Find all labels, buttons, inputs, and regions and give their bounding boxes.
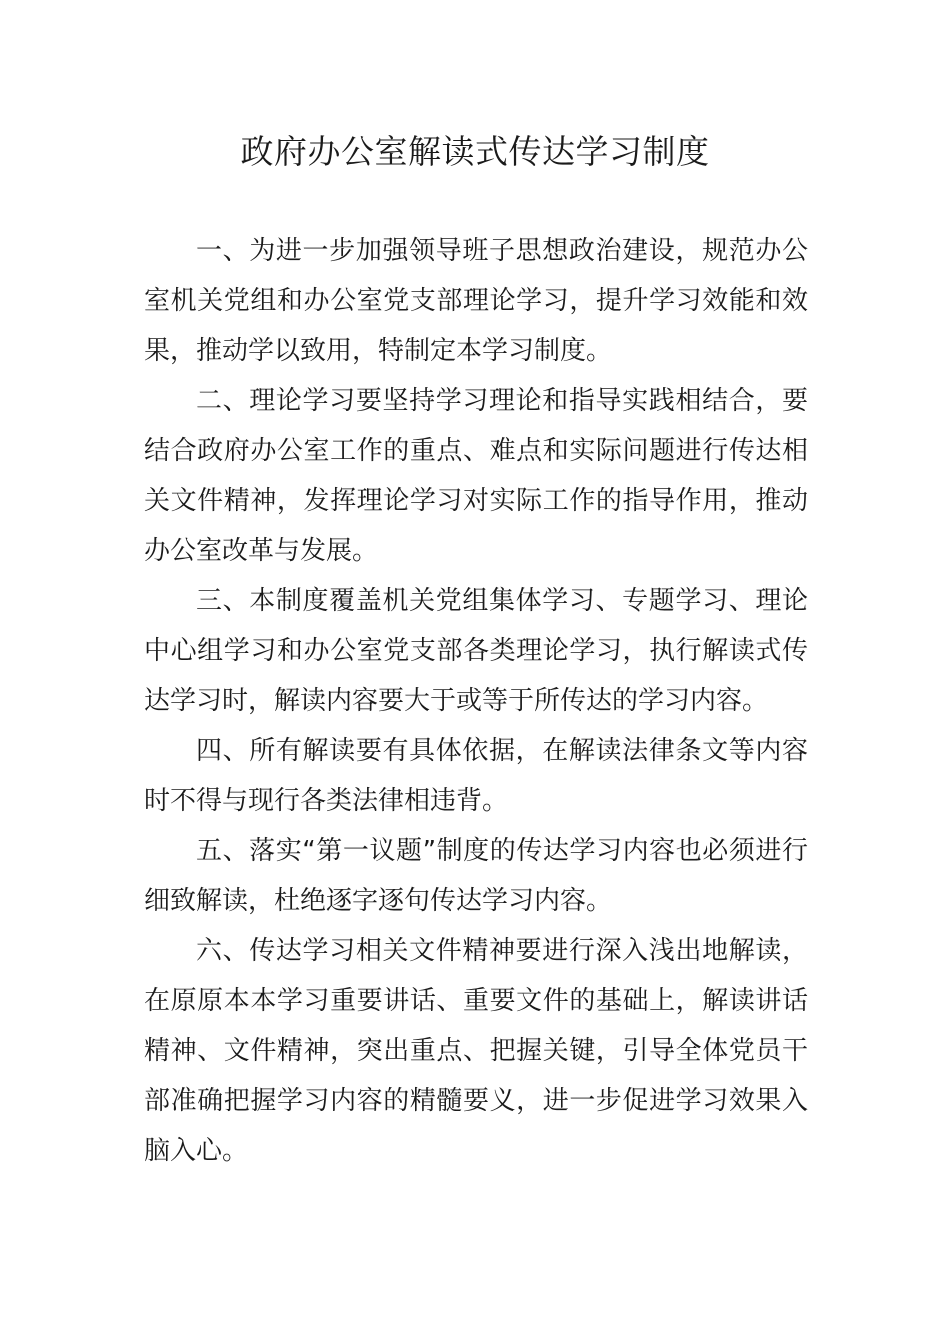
paragraph-5: 五、落实“第一议题”制度的传达学习内容也必须进行细致解读，杜绝逐字逐句传达学习内容。	[144, 836, 808, 916]
paragraph-3: 三、本制度覆盖机关党组集体学习、专题学习、理论中心组学习和办公室党支部各类理论学习，执行解读式传达学习时，解读内容要大于或等于所传达的学习内容。	[144, 586, 808, 716]
paragraph-2: 二、理论学习要坚持学习理论和指导实践相结合，要结合政府办公室工作的重点、难点和实际问题进行传达相关文件精神，发挥理论学习对实际工作的指导作用，推动办公室改革与发展。	[144, 386, 808, 566]
paragraph-4: 四、所有解读要有具体依据，在解读法律条文等内容时不得与现行各类法律相违背。	[144, 736, 808, 816]
document-title: 政府办公室解读式传达学习制度	[240, 132, 710, 171]
paragraph-6: 六、传达学习相关文件精神要进行深入浅出地解读，在原原本本学习重要讲话、重要文件的基础上，解读讲话精神、文件精神，突出重点、把握关键，引导全体党员干部准确把握学习内容的精髓要义，进一步促进学习效果入脑入心。	[144, 936, 808, 1166]
paragraph-1: 一、为进一步加强领导班子思想政治建设，规范办公室机关党组和办公室党支部理论学习，提升学习效能和效果，推动学以致用，特制定本学习制度。	[144, 236, 808, 366]
document-body	[144, 226, 808, 1176]
